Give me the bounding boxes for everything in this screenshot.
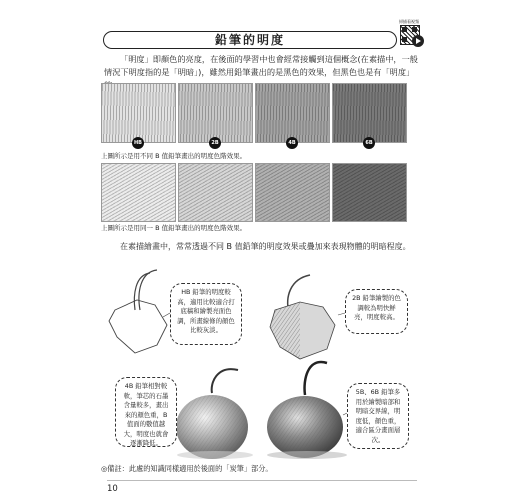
- swatch-light-1: [101, 163, 176, 222]
- badge-2b: 2B: [209, 137, 221, 149]
- page-divider: [107, 480, 417, 481]
- swatch-4b: [255, 83, 330, 143]
- cherry-hb-sketch: [109, 270, 167, 353]
- section-intro: 在素描繪畫中，常常透過不同 B 值鉛筆的明度效果或疊加來表現物體的明暗程度。: [120, 242, 411, 251]
- cherry-6b-shaded: [267, 362, 347, 459]
- qr-label: 掃描看視頻: [399, 19, 419, 24]
- intro-paragraph: 「明度」即顏色的亮度，在後面的學習中也會經常接觸到這個概念(在素描中，一般情況下明度指的是「明暗」)，雖然用鉛筆畫出的是黑色的效果，但黑色也是有「明度」: [104, 54, 418, 77]
- swatch-hb: [101, 83, 176, 143]
- bubble-6b: 5B、6B 鉛筆多用於繪製暗部和明暗交界線，明度低，顏色重，適合區分畫面層次。: [347, 383, 409, 449]
- play-icon[interactable]: [412, 35, 424, 47]
- swatch-light-4: [332, 163, 407, 222]
- bubble-2b: 2B 鉛筆繪製的色調較為明快鮮亮，明度較高。: [345, 289, 408, 334]
- swatch-light-3: [255, 163, 330, 222]
- title-banner: [103, 31, 397, 49]
- badge-hb: HB: [132, 137, 144, 149]
- bubble-hb: HB 鉛筆的明度較高，適用比較適合打底稿和繪製亮面色調，所畫線條的顏色比較灰淡。: [170, 283, 242, 345]
- page-number: 10: [107, 484, 118, 494]
- cherry-4b-shaded: [176, 369, 253, 459]
- badge-4b: 4B: [286, 137, 298, 149]
- footnote: ◎備註：此處的知識同樣適用於後面的「炭筆」部分。: [101, 464, 273, 473]
- page-title: 鉛筆的明度: [214, 33, 285, 47]
- cherry-2b-planes: [270, 275, 335, 359]
- bubble-4b: 4B 鉛筆相對較軟，筆芯的石墨含量較多，畫出來的顏色重，B 值面的數值越大，明度也就會逐漸降低。: [115, 377, 177, 447]
- caption-row1: 上圖所示是用不同 B 值鉛筆畫出的明度色階效果。: [101, 152, 247, 160]
- caption-row2: 上圖所示是用同一 B 值鉛筆畫出的明度色階效果。: [101, 224, 247, 232]
- swatch-6b: [332, 83, 407, 143]
- swatch-2b: [178, 83, 253, 143]
- badge-6b: 6B: [363, 137, 375, 149]
- swatch-light-2: [178, 163, 253, 222]
